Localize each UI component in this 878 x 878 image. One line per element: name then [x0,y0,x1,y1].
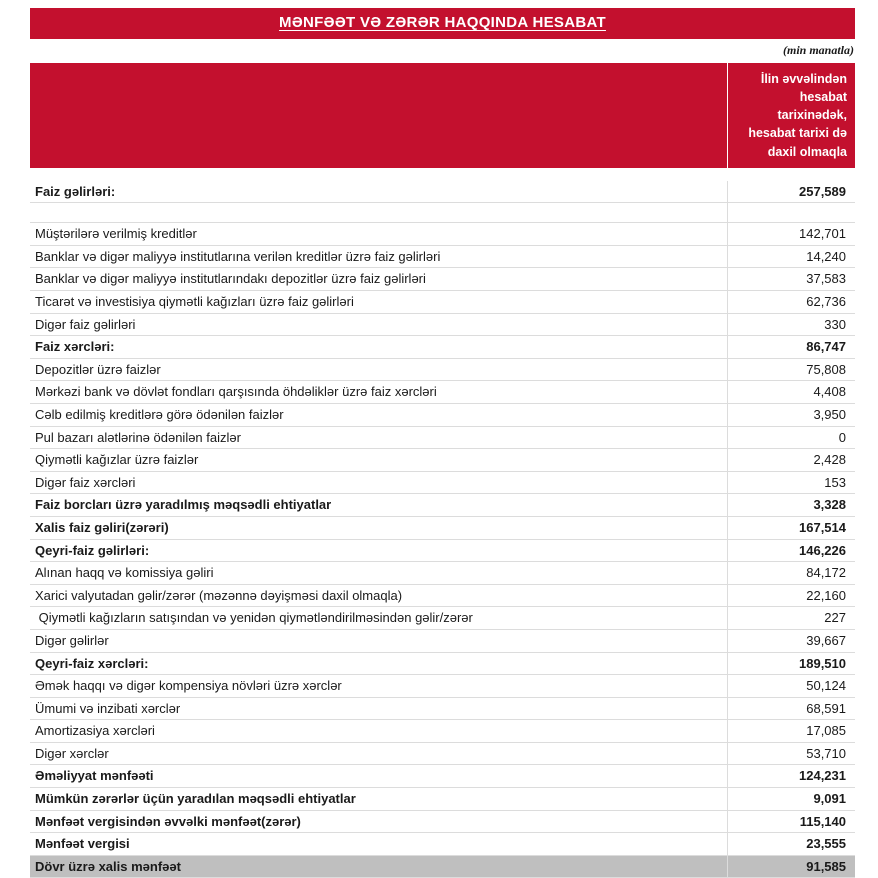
row-label: Xarici valyutadan gəlir/zərər (məzənnə dəyişməsi daxil olmaqla) [35,587,403,603]
row-value: 115,140 [727,811,855,833]
table-row [30,562,855,585]
table-row [30,856,855,878]
table-row [30,585,855,608]
unit-note: (min manatla) [782,43,854,57]
row-label: Ticarət və investisiya qiymətli kağızları üzrə faiz gəlirləri [35,294,354,309]
row-label: Ümumi və inzibati xərclər [35,700,181,716]
table-row [30,381,855,404]
row-value: 146,226 [727,540,855,562]
row-label: Cəlb edilmiş kreditlərə görə ödənilən faizlər [35,406,284,422]
report-title: MƏNFƏƏT VƏ ZƏRƏR HAQQINDA HESABAT [279,14,606,31]
spacer-row [30,203,855,223]
row-label: Xalis faiz gəliri(zərəri) [35,519,169,535]
row-value: 3,328 [727,494,855,516]
report-table [30,63,855,878]
table-row [30,765,855,788]
row-value: 22,160 [727,585,855,607]
row-value: 189,510 [727,653,855,675]
table-row [30,811,855,834]
header-value-cell: İlin əvvəlindən hesabat tarixinədək, hesabat tarixi də daxil olmaqla [727,63,855,168]
table-row [30,246,855,269]
row-label: Qeyri-faiz xərcləri: [35,655,149,671]
row-label: Amortizasiya xərcləri [35,723,155,739]
table-header-row [30,63,855,168]
table-row [30,494,855,517]
row-value: 53,710 [727,743,855,765]
table-row [30,653,855,676]
table-row [30,720,855,743]
row-label: Dövr üzrə xalis mənfəət [35,858,181,874]
row-label: Digər faiz xərcləri [35,474,136,490]
row-value: 2,428 [727,449,855,471]
table-row [30,181,855,204]
row-label: Qeyri-faiz gəlirləri: [35,542,150,558]
row-label: Əmək haqqı və digər kompensiya növləri üzrə xərclər [35,678,342,694]
row-label: Faiz xərcləri: [35,339,115,355]
row-value: 37,583 [727,268,855,290]
spacer-value-cell [727,203,855,222]
row-value: 0 [727,427,855,449]
table-row [30,698,855,721]
row-label: Banklar və digər maliyyə institutlarına verilən kreditlər üzrə faiz gəlirləri [35,248,441,264]
row-value: 14,240 [727,246,855,268]
table-row [30,540,855,563]
row-label: Mənfəət vergisindən əvvəlki mənfəət(zərər) [35,813,301,829]
table-row [30,833,855,856]
row-value: 62,736 [727,291,855,313]
row-value: 68,591 [727,698,855,720]
table-body [30,181,855,878]
row-label: Pul bazarı alətlərinə ödənilən faizlər [35,429,241,445]
row-value: 142,701 [727,223,855,245]
table-row [30,427,855,450]
row-label: Mərkəzi bank və dövlət fondları qarşısında öhdəliklər üzrə faiz xərcləri [35,384,437,400]
table-row [30,607,855,630]
spacer-label-cell [30,203,727,222]
table-row [30,404,855,427]
row-label: Qiymətli kağızlar üzrə faizlər [35,452,199,468]
table-row [30,336,855,359]
report-title-bar [30,8,855,39]
row-value: 39,667 [727,630,855,652]
row-label: Alınan haqq və komissiya gəliri [35,565,214,581]
row-value: 9,091 [727,788,855,810]
header-label-cell [30,63,727,168]
table-row [30,630,855,653]
row-value: 257,589 [727,181,855,203]
row-value: 167,514 [727,517,855,539]
row-label: Digər xərclər [35,745,109,761]
row-label: Digər faiz gəlirləri [35,316,136,332]
table-row [30,359,855,382]
row-value: 330 [727,314,855,336]
row-value: 153 [727,472,855,494]
row-value: 50,124 [727,675,855,697]
row-label: Mümkün zərərlər üçün yaradılan məqsədli ehtiyatlar [35,791,356,807]
row-label: Müştərilərə verilmiş kreditlər [35,226,197,242]
row-label: Qiymətli kağızların satışından və yenidən qiymətləndirilməsindən gəlir/zərər [35,610,473,626]
row-value: 23,555 [727,833,855,855]
table-row [30,472,855,495]
table-row [30,743,855,766]
row-label: Banklar və digər maliyyə institutlarındakı depozitlər üzrə faiz gəlirləri [35,271,426,287]
table-row [30,291,855,314]
row-value: 3,950 [727,404,855,426]
table-row [30,788,855,811]
row-value: 124,231 [727,765,855,787]
row-label: Depozitlər üzrə faizlər [35,361,161,377]
row-value: 91,585 [727,856,855,878]
row-label: Mənfəət vergisi [35,836,130,852]
row-value: 227 [727,607,855,629]
row-value: 17,085 [727,720,855,742]
row-label: Əməliyyat mənfəəti [35,768,154,784]
row-value: 4,408 [727,381,855,403]
row-label: Faiz gəlirləri: [35,183,116,199]
table-row [30,268,855,291]
table-row [30,449,855,472]
row-value: 84,172 [727,562,855,584]
table-row [30,223,855,246]
table-row [30,314,855,337]
table-row [30,675,855,698]
row-value: 86,747 [727,336,855,358]
table-row [30,517,855,540]
row-value: 75,808 [727,359,855,381]
row-label: Faiz borcları üzrə yaradılmış məqsədli ehtiyatlar [35,497,332,513]
row-label: Digər gəlirlər [35,632,109,648]
